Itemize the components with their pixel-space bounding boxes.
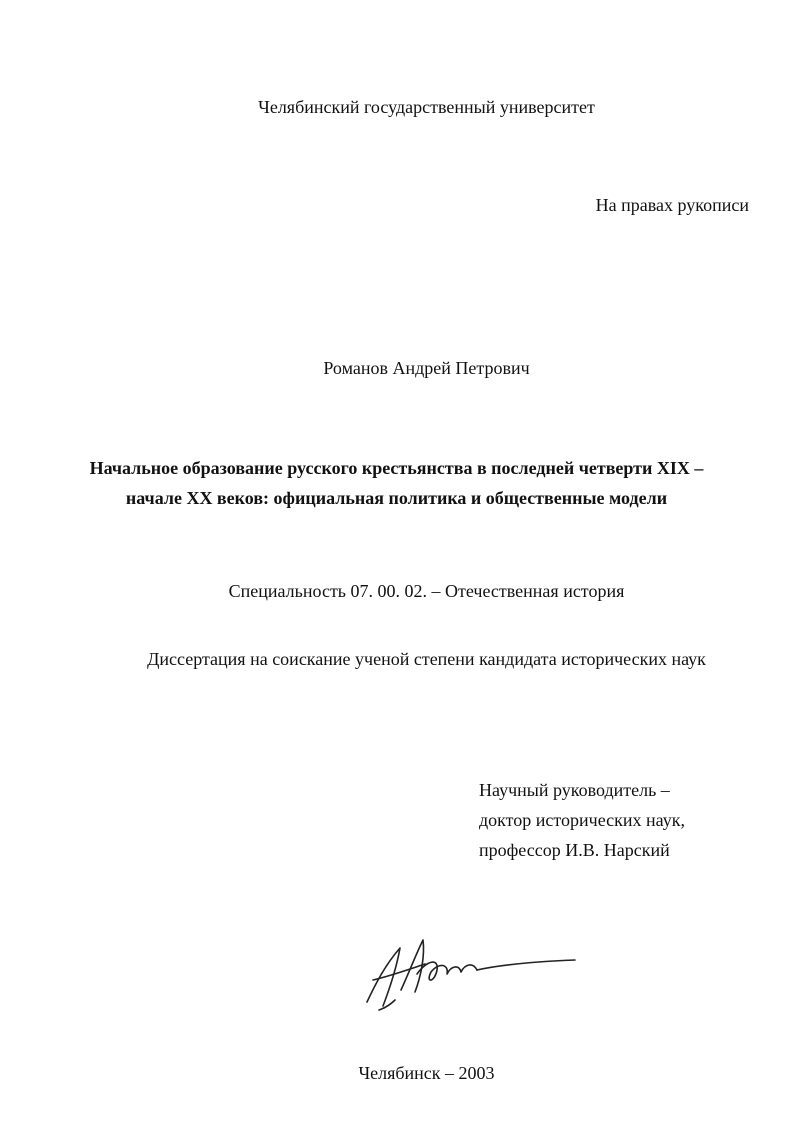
author-name: Романов Андрей Петрович bbox=[323, 358, 530, 378]
title-line-2: начале XX веков: официальная политика и общественные модели bbox=[125, 488, 668, 508]
signature-stroke-5 bbox=[477, 960, 575, 970]
rights-notice: На правах рукописи bbox=[595, 195, 749, 215]
scientific-advisor bbox=[479, 775, 685, 865]
dissertation-title bbox=[0, 453, 793, 513]
handwritten-signature bbox=[355, 930, 585, 1015]
city-year: Челябинск – 2003 bbox=[358, 1063, 495, 1083]
university-name: Челябинский государственный университет bbox=[258, 97, 595, 117]
advisor-line-3: профессор И.В. Нарский bbox=[479, 840, 670, 860]
specialty-line: Специальность 07. 00. 02. – Отечественная история bbox=[228, 581, 625, 601]
advisor-line-1: Научный руководитель – bbox=[479, 780, 670, 800]
signature-stroke-4 bbox=[417, 962, 477, 980]
dissertation-type: Диссертация на соискание ученой степени кандидата исторических наук bbox=[147, 649, 706, 669]
advisor-line-2: доктор исторических наук, bbox=[479, 810, 685, 830]
signature-stroke-2 bbox=[373, 964, 425, 980]
signature-stroke-6 bbox=[379, 1000, 395, 1010]
title-line-1: Начальное образование русского крестьянства в последней четверти XIX – bbox=[89, 458, 704, 478]
